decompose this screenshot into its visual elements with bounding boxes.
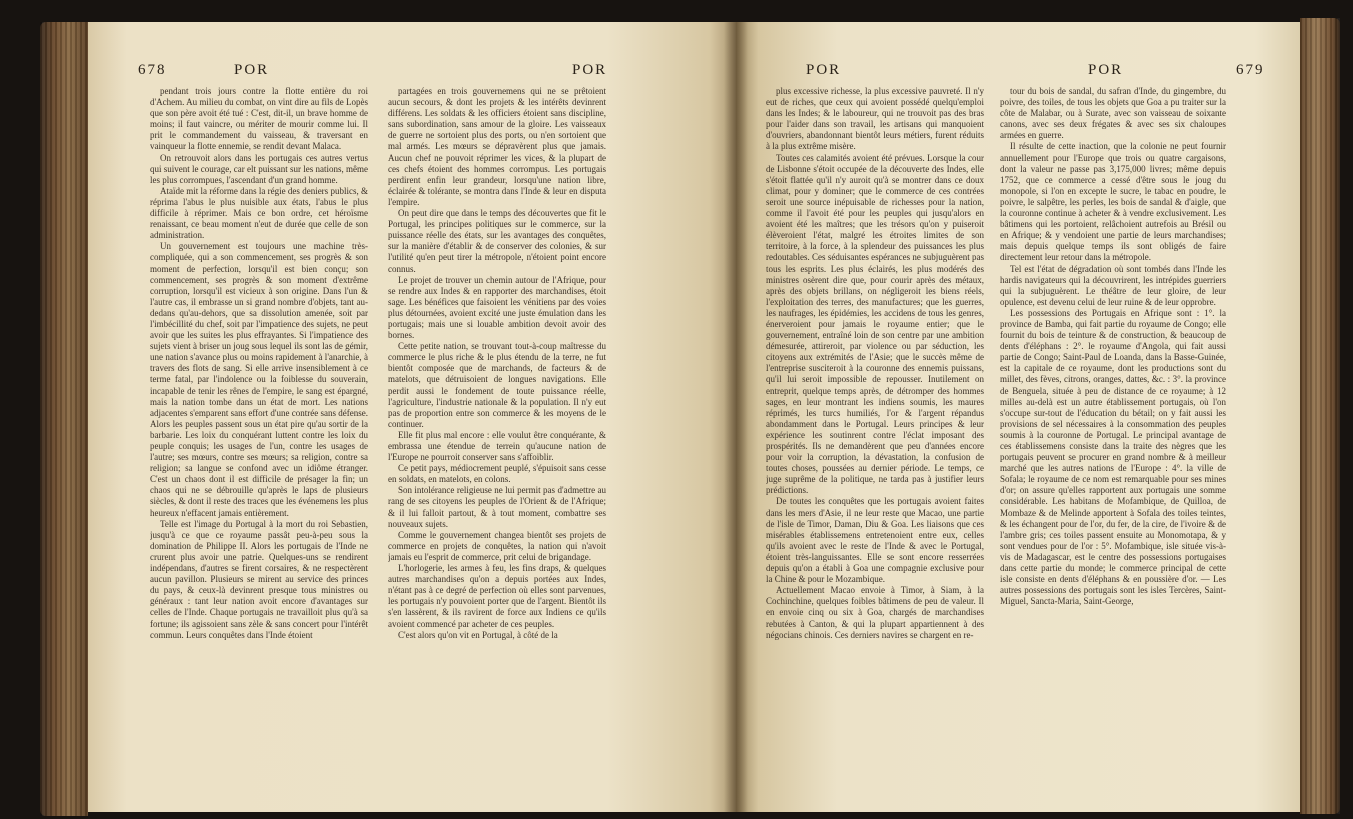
paragraph: L'horlogerie, les armes à feu, les fins draps, & quelques autres marchandises qu'on a depuis portées aux Indes, n'étant pas à ce degré de perfection où elles sont parvenues, les portugais n'y pouvoient porter que de l'argent. Bientôt ils s'en lassèrent, & ils ravirent de force aux Indiens ce qu'ils avoient commencé par acheter de ces peuples. bbox=[388, 563, 606, 629]
paragraph: C'est alors qu'on vit en Portugal, à côté de la bbox=[398, 629, 558, 640]
paragraph: Le projet de trouver un chemin autour de l'Afrique, pour se rendre aux Indes & en rapporter des marchandises, étoit sage. Les bénéfices que faisoient les vénitiens par des voies plus détournées, avoient excité une juste émulation dans les portugais; mais une si louable ambition devoit avoir des bornes. bbox=[388, 274, 606, 341]
right-page-column-2 bbox=[1000, 86, 1226, 806]
book-gutter bbox=[724, 22, 748, 812]
paragraph: Comme le gouvernement changea bientôt ses projets de commerce en projets de conquêtes, la nation qui n'avoit jamais eu l'esprit de commerce, prit celui de brigandage. bbox=[388, 529, 606, 562]
paragraph: De toutes les conquêtes que les portugais avoient faites dans les mers d'Asie, il ne leur reste que Macao, une partie de l'isle de Timor, Daman, Diu & Goa. Les liaisons que ces misérables établissemens entretenoient entre eux, celles qu'ils avoient avec le reste de l'Inde & avec le Portugal, étoient très-languissantes. Elle se sont encore resserrées depuis qu'on a établi à Goa une compagnie exclusive pour la Chine & pour le Mozambique. bbox=[766, 496, 984, 585]
paragraph: On peut dire que dans le temps des découvertes que fit le Portugal, les principes politiques sur le commerce, sur la puissance réelle des états, sur les avantages des conquêtes, sur la manière d'établir & de conserver des colonies, & sur l'utilité qu'en peut tirer la métropole, n'étoient point encore connus. bbox=[388, 208, 606, 274]
left-page-column-2 bbox=[388, 86, 606, 806]
paragraph: Un gouvernement est toujours une machine très-compliquée, qui a son commencement, ses progrès & son moment de perfection, lorsqu'il est bien conçu; son commencement, ses progrès & son moment d'extrême corruption, lorsqu'il est vicieux à son origine. Dans l'un & l'autre cas, il embrasse un si grand nombre d'objets, tant au-dedans qu'au-dehors, que sa dissolution amenée, soit par l'imbécillité du chef, soit par l'impatience des sujets, ne peut avoir que les suites les plus effrayantes. Si l'impatience des sujets vient à briser un joug sous lequel ils sont las de gémir, une nation s'avance plus ou moins rapidement à l'anarchie, à travers des flots de sang. Si elle arrive insensiblement à ce terme fatal, par l'indolence ou la foiblesse du souverain, incapable de tenir les rênes de l'empire, le sang est épargné, mais la nation tombe dans un état de mort. Les nations adjacentes s'emparent sans effort d'une contrée sans défense. Alors les peuples passent sous un état pire qu'au sortir de la barbarie. Les loix du conquérant luttent contre les loix du peuple conquis; les usages de l'un, contre les usages de l'autre; ses mœurs, contre ses mœurs; sa religion, contre sa religion; sa langue se confond avec un idiôme étranger. C'est un chaos dont il est difficile de présager la fin; un chaos qui ne se débrouille qu'après le laps de plusieurs siècles, & dont il reste des traces que les événemens les plus heureux n'effacent jamais entièrement. bbox=[150, 241, 368, 518]
open-book bbox=[40, 8, 1340, 816]
right-page-column-1 bbox=[766, 86, 984, 806]
paragraph: Toutes ces calamités avoient été prévues. Lorsque la cour de Lisbonne s'étoit occupée de la découverte des Indes, elle s'étoit flattée qu'il n'y auroit qu'à se montrer dans ce doux climat, pour y dominer; que le commerce de ces contrées seroit une source inépuisable de richesses pour la nation, comme il l'avoit été pour les peuples qui jusqu'alors en avoient été les maîtres; que les trésors qu'on y puiseroit élèveroient l'état, malgré les étroites limites de son territoire, à la force, à la splendeur des puissances les plus redoutables. Ces séduisantes espérances ne subjuguèrent pas tous les esprits. Les plus éclairés, les plus modérés des ministres osèrent dire que, pour courir après des métaux, après des objets brillans, on négligeroit les biens réels, l'exploitation des terres, des manufactures; que les guerres, les naufrages, les épidémies, les accidens de tous les genres, énerveroient pour jamais le royaume entier; que le gouvernement, entraîné loin de son centre par une ambition démesurée, attireroit, par violence ou par séduction, les citoyens aux extrémités de l'Asie; que le succès même de l'entreprise susciteroit à la couronne des ennemis puissans, qu'il lui seroit impossible de repousser. Inutilement on entreprit, quelque temps après, de détromper des hommes sages, en leur montrant les indiens soumis, les maures réprimés, les turcs humiliés, l'or & l'argent répandus abondamment dans le Portugal. Leurs principes & leur expérience les soutinrent contre l'éclat imposant des prospérités. Ils ne demandèrent que peu d'années encore pour voir la corruption, la dévastation, la confusion de toutes choses, poussées au dernier période. Le temps, ce juge suprême de la politique, ne tarda pas à justifier leurs prédictions. bbox=[766, 152, 984, 496]
paragraph: Telle est l'image du Portugal à la mort du roi Sebastien, jusqu'à ce que ce royaume passât peu-à-peu sous la domination de Philippe II. Alors les portugais de l'Inde ne crurent plus avoir une patrie. Quelques-uns se rendirent indépendans, d'autres se firent corsaires, & ne respectèrent aucun pavillon. Plusieurs se mirent au service des princes du pays, & ceux-là devinrent presque tous ministres ou généraux : tant leur nation avoit encore d'avantages sur celles de l'Inde. Chaque portugais ne travailloit plus qu'à sa fortune; ils agissoient sans zèle & sans concert pour l'intérêt commun. Leurs conquêtes dans l'Inde étoient bbox=[150, 518, 368, 640]
page-number-left: 678 bbox=[138, 62, 167, 78]
paragraph: Elle fit plus mal encore : elle voulut être conquérante, & embrassa une étendue de terrein qu'aucune nation de l'Europe ne pourroit conserver sans s'affoiblir. bbox=[388, 429, 606, 463]
page-number-right: 679 bbox=[1236, 62, 1265, 78]
paragraph: Il résulte de cette inaction, que la colonie ne peut fournir annuellement pour l'Europe que trois ou quatre cargaisons, dont la valeur ne passe pas 3,175,000 livres; même depuis 1752, que ce commerce a cessé d'être sous le joug du monopole, si l'on en excepte le sucre, le tabac en poudre, le poivre, le salpêtre, les perles, les bois de sandal & d'aigle, que la couronne continue à acheter & à vendre exclusivement. Les bâtimens qui les portoient, relâchoient autrefois au Brésil ou en Afrique; & y vendoient une partie de leurs marchandises; mais depuis quelque temps ils sont obligés de faire directement leur retour dans la métropole. bbox=[1000, 141, 1226, 263]
paragraph: Les possessions des Portugais en Afrique sont : 1°. la province de Bamba, qui fait partie du royaume de Congo; elle fournit du bois de teinture & de construction, & beaucoup de dents d'éléphans : 2°. le royaume d'Angola, qui fait aussi partie de Congo; Saint-Paul de Loanda, dans la Basse-Guinée, est la capitale de ce royaume, dont les productions sont du millet, des fèves, citrons, oranges, dattes, &c. : 3°. la province de Benguela, située à peu de distance de ce royaume; à 12 milles au-delà est un autre établissement portugais, où l'on s'occupe sur-tout de l'éducation du bétail; on y fait aussi les provisions de sel nécessaires à la consommation des peuples soumis à la couronne de Portugal. Le principal avantage de ces établissemens consiste dans la traite des nègres que les portugais peuvent se procurer en grand nombre & à meilleur marché que les autres nations de l'Europe : 4°. la ville de Sofala; le royaume de ce nom est remarquable pour ses mines d'or; on assure qu'elles rapportent aux portugais une somme considérable. Les habitans de Mofambique, de Quilloa, de Mombaze & de Melinde apportent à Sofala des toiles teintes, & les échangent pour de l'or, du fer, de la cire, de l'ivoire & de l'ambre gris; ces toiles passent ensuite au Monomotapa, & y sont vendues pour de l'or : 5°. Mofambique, isle située vis-à-vis de Madagascar, est le centre des possessions portugaises dans cette partie du monde; le commerce principal de cette isle consiste en dents d'éléphans & en poussière d'or. — Les autres possessions des portugais sont les isles Tercères, Saint-Miguel, Sancta-Maria, Saint-George, bbox=[1000, 307, 1226, 607]
right-page bbox=[736, 22, 1300, 812]
paragraph: partagées en trois gouvernemens qui ne se prêtoient aucun secours, & dont les projets & les intérêts devinrent différens. Les soldats & les officiers étoient sans discipline, sans subordination, sans amour de la gloire. Les vaisseaux de guerre ne sortoient plus des ports, ou n'en sortoient que mal armés. Les mœurs se dépravèrent plus que jamais. Aucun chef ne pouvoit réprimer les vices, & la plupart de ces chefs étoient des hommes corrompus. Les portugais perdirent enfin leur grandeur, lorsqu'une nation libre, éclairée & tolérante, se montra dans l'Inde & leur en disputa l'empire. bbox=[388, 86, 606, 207]
paragraph: Tel est l'état de dégradation où sont tombés dans l'Inde les hardis navigateurs qui la découvrirent, les intrépides guerriers qui la subjuguèrent. Le théâtre de leur gloire, de leur opulence, est devenu celui de leur ruine & de leur opprobre. bbox=[1000, 263, 1226, 307]
running-head-right-1: POR bbox=[806, 62, 842, 78]
book-edge-left bbox=[40, 22, 88, 816]
paragraph: tour du bois de sandal, du safran d'Inde, du gingembre, du poivre, des toiles, de tous les objets que Goa a pu traiter sur la côte de Malabar, ou à Surate, avec son vaisseau de soixante canons, avec ses deux frégates & avec ses six chaloupes armées en guerre. bbox=[1000, 86, 1226, 141]
paragraph: Ataïde mit la réforme dans la régie des deniers publics, & réprima l'abus le plus nuisible aux états, l'abus le plus difficile à réprimer. Mais ce bon ordre, cet héroïsme renaissant, ce beau moment n'eut de durée que celle de son administration. bbox=[150, 185, 368, 241]
paragraph: On retrouvoit alors dans les portugais ces autres vertus qui suivent le courage, car elt puissant sur les nations, même les plus corrompues, l'ascendant d'un grand homme. bbox=[150, 152, 368, 185]
paragraph: Ce petit pays, médiocrement peuplé, s'épuisoit sans cesse en soldats, en matelots, en colons. bbox=[388, 463, 606, 485]
left-page bbox=[88, 22, 736, 812]
paragraph: plus excessive richesse, la plus excessive pauvreté. Il n'y eut de riches, que ceux qui avoient possédé quelqu'emploi dans les Indes; & le laboureur, qui ne trouvoit pas des bras pour l'aider dans son travail, les artisans qui manquoient d'ouvriers, abandonnant bientôt leurs métiers, furent réduits à la plus extrême misère. bbox=[766, 86, 984, 152]
left-page-column-1 bbox=[150, 86, 368, 806]
book-edge-right bbox=[1300, 18, 1340, 814]
running-head-left-1: POR bbox=[234, 62, 270, 78]
paragraph: Son intolérance religieuse ne lui permit pas d'admettre au rang de ses citoyens les peuples de l'Orient & de l'Afrique; & il lui falloit partout, & à tout moment, combattre ses nouveaux sujets. bbox=[388, 485, 606, 529]
running-head-left-2: POR bbox=[572, 62, 608, 78]
paragraph: Actuellement Macao envoie à Timor, à Siam, à la Cochinchine, quelques foibles bâtimens de peu de valeur. Il en envoie cinq ou six à Goa, chargés de marchandises rebutées à Canton, & qui la plupart appartiennent à des négocians chinois. Ces derniers navires se chargent en re- bbox=[766, 585, 984, 640]
paragraph: Cette petite nation, se trouvant tout-à-coup maîtresse du commerce le plus riche & le plus étendu de la terre, ne fut bientôt composée que de marchands, de facteurs & de matelots, que détruisoient de longues navigations. Elle perdit aussi le fondement de toute puissance réelle, l'agriculture, l'industrie nationale & la population. Il n'y eut pas de proportion entre son commerce & les moyens de le continuer. bbox=[388, 341, 606, 429]
paragraph: pendant trois jours contre la flotte entière du roi d'Achem. Au milieu du combat, on vint dire au fils de Lopès que son père avoit été tué : C'est, dit-il, un brave homme de moins; il faut vaincre, ou mériter de mourir comme lui. Il prit le commandement du vaisseau, & traversant en vainqueur la flotte ennemie, se rendit devant Malaca. bbox=[150, 86, 368, 152]
running-head-right-2: POR bbox=[1088, 62, 1124, 78]
